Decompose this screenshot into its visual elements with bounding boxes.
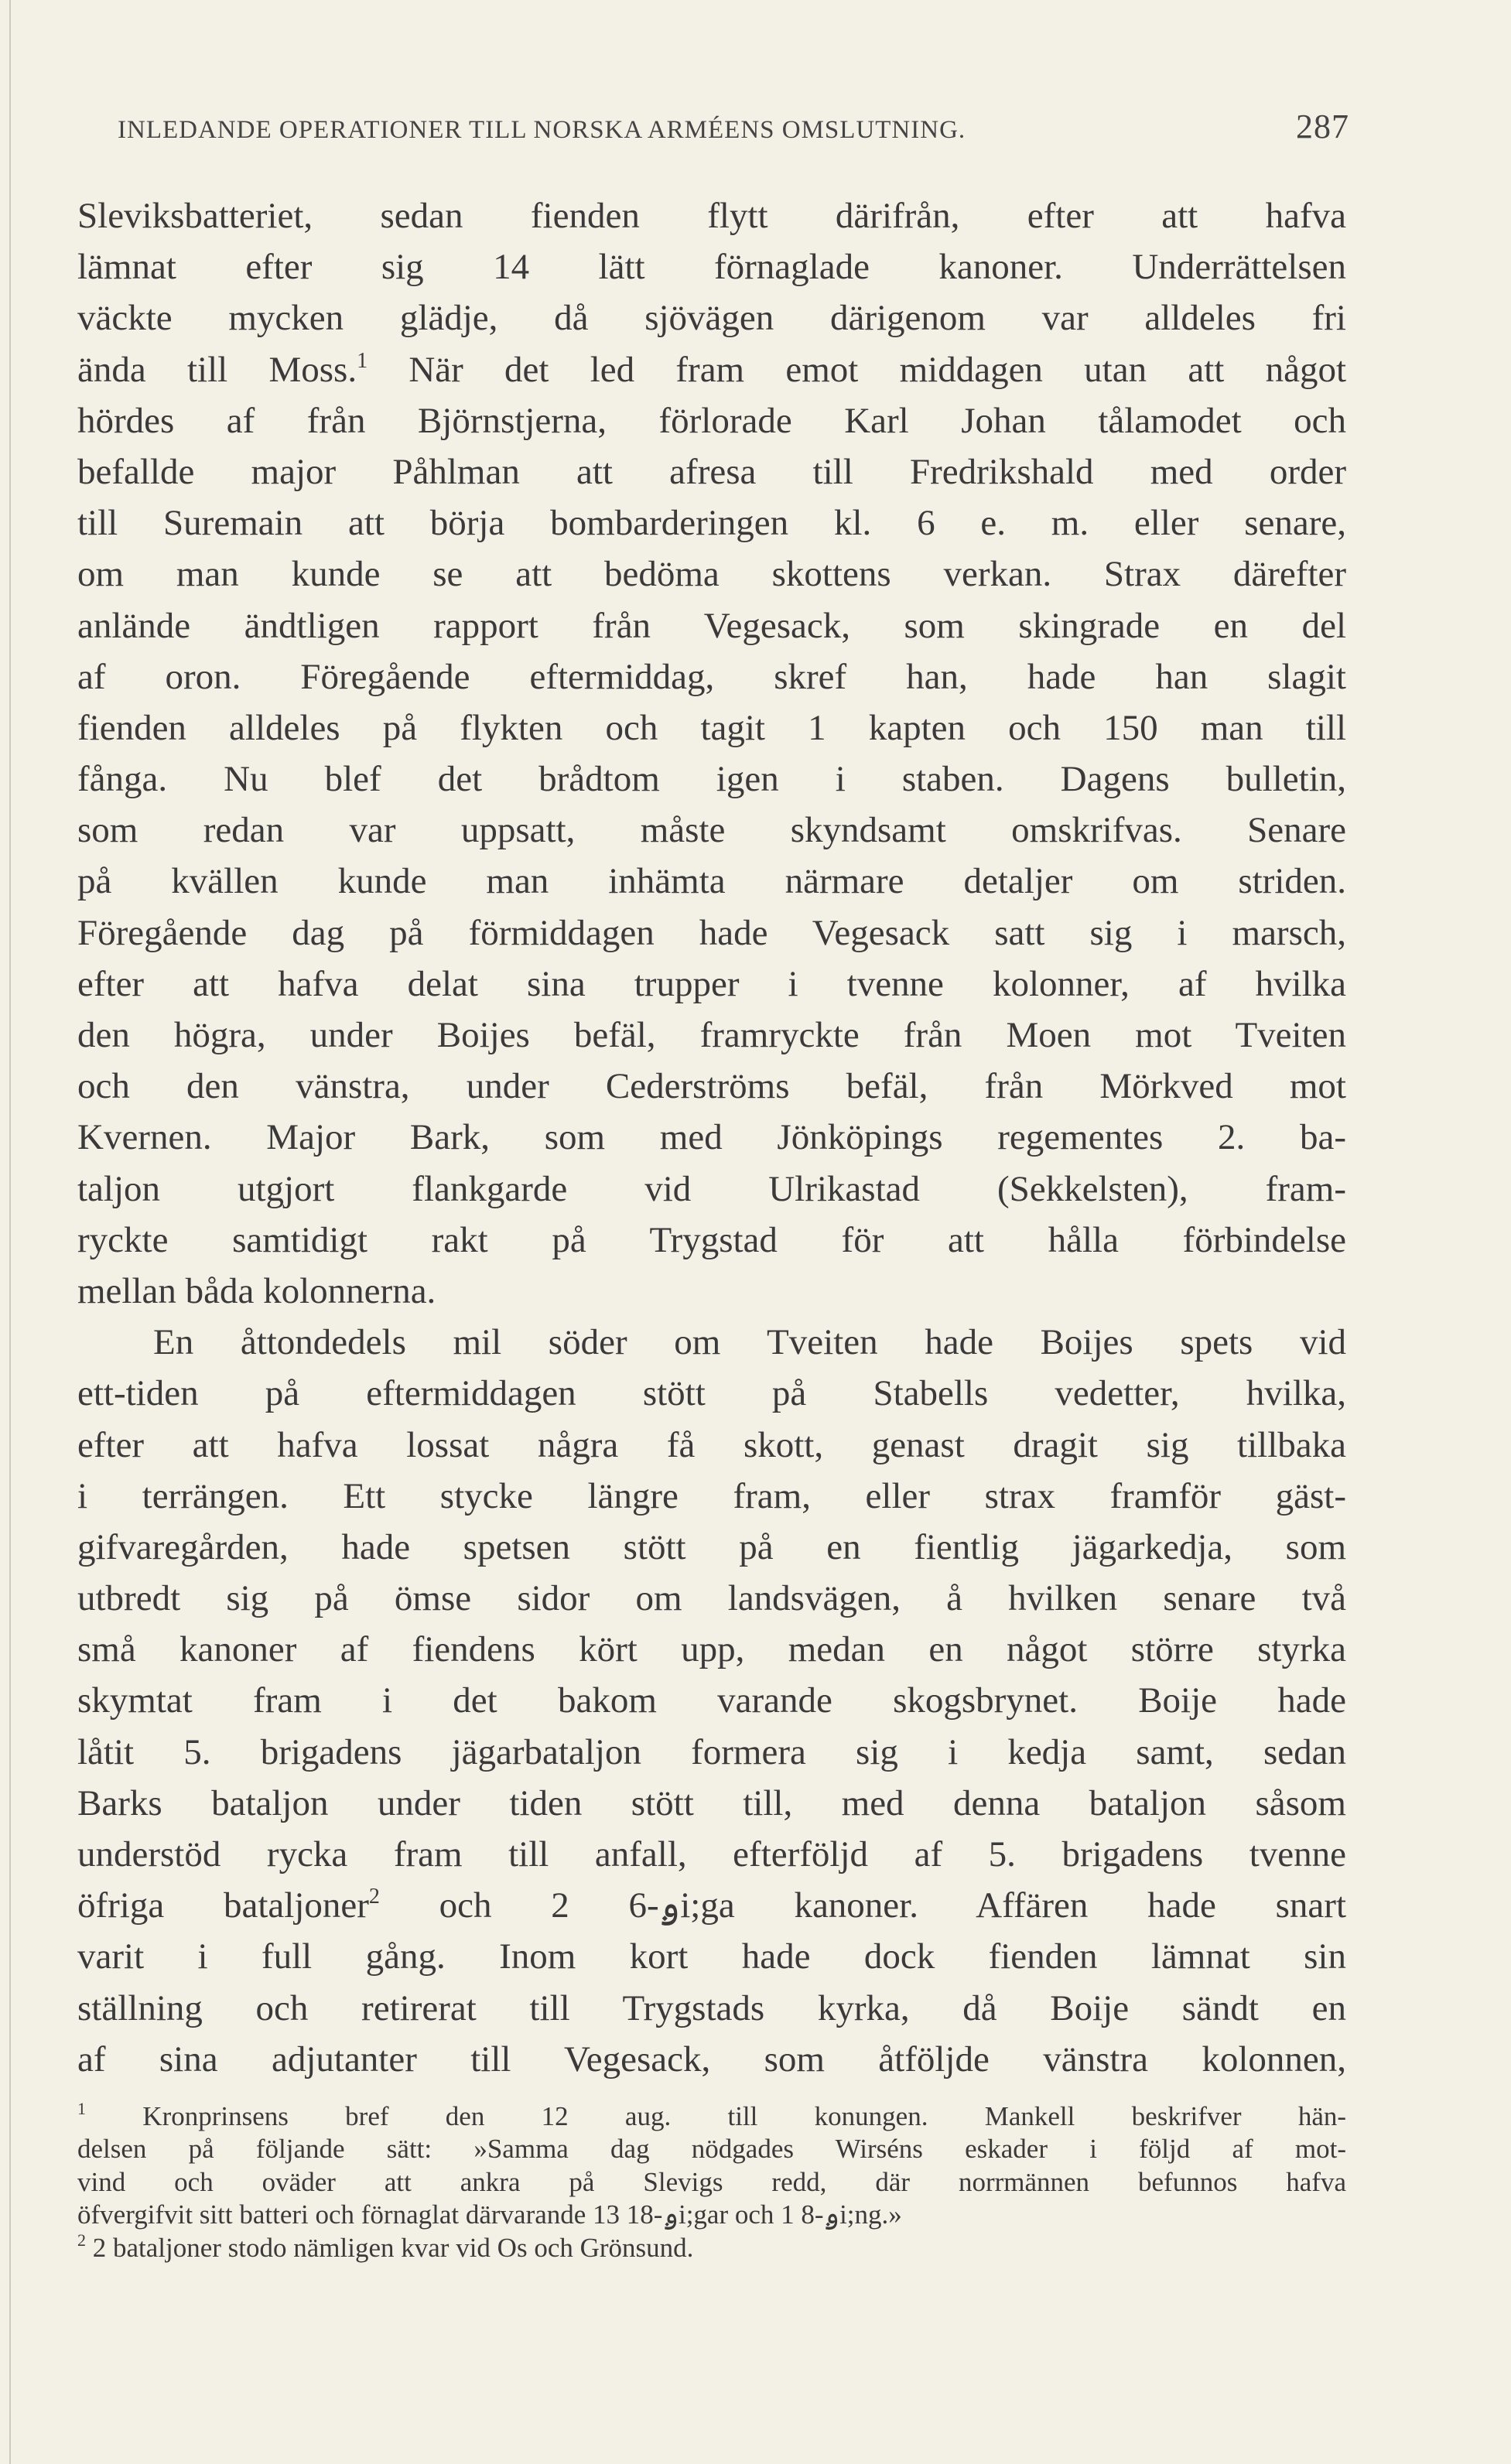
text-line: väckte mycken glädje, då sjövägen därigenom var alldeles fri xyxy=(77,298,1346,339)
text-line: En åttondedels mil söder om Tveiten hade Boijes spets vid xyxy=(153,1322,1346,1363)
text-line: som redan var uppsatt, måste skyndsamt omskrifvas. Senare xyxy=(77,810,1346,851)
text-line: anlände ändtligen rapport från Vegesack, som skingrade en del xyxy=(77,605,1346,646)
text-line: fånga. Nu blef det brådtom igen i staben. Dagens bulletin, xyxy=(77,759,1346,800)
body-text xyxy=(77,190,1346,2085)
text-fragment: öfriga bataljoner xyxy=(77,1885,369,1926)
footnote-1 xyxy=(77,2100,1346,2134)
book-page xyxy=(77,107,1349,2264)
text-line: fienden alldeles på flykten och tagit 1 kapten och 150 man till xyxy=(77,707,1346,748)
text-line: låtit 5. brigadens jägarbataljon formera sig i kedja samt, sedan xyxy=(77,1731,1346,1772)
running-head xyxy=(77,107,1349,153)
footnote-ref-2: 2 xyxy=(368,1885,380,1909)
text-fragment: och 2 6-ࢫi;ga kanoner. Affären hade snart xyxy=(379,1885,1346,1926)
footnote-2 xyxy=(77,2232,1346,2265)
text-fragment: När det led fram emot middagen utan att något xyxy=(367,349,1347,390)
text-line: ställning och retirerat till Trygstads kyrka, då Boije sändt en xyxy=(77,1987,1346,2028)
text-line: hördes af från Björnstjerna, förlorade Karl Johan tålamodet och xyxy=(77,400,1346,441)
text-line: den högra, under Boijes befäl, framryckte från Moen mot Tveiten xyxy=(77,1015,1346,1055)
text-line: på kvällen kunde man inhämta närmare detaljer om striden. xyxy=(77,861,1346,902)
text-line: skymtat fram i det bakom varande skogsbrynet. Boije hade xyxy=(77,1680,1346,1721)
page-edge xyxy=(9,0,11,2464)
text-line: af sina adjutanter till Vegesack, som åtföljde vänstra kolonnen, xyxy=(77,2039,1346,2080)
text-line: ett-tiden på eftermiddagen stött på Stabells vedetter, hvilka, xyxy=(77,1373,1346,1414)
text-line: små kanoner af fiendens kört upp, medan en något större styrka xyxy=(77,1629,1346,1670)
footnote-marker-1: 1 xyxy=(77,2098,86,2118)
text-line: till Suremain att börja bombarderingen kl. 6 e. m. eller senare, xyxy=(77,503,1346,544)
text-line: befallde major Påhlman att afresa till Fredrikshald med order xyxy=(77,451,1346,492)
footnote-line: öfvergifvit sitt batteri och förnaglat därvarande 13 18-ࢫi;gar och 1 8-ࢫi;ng.» xyxy=(77,2199,902,2230)
footnote-line: delsen på följande sätt: »Samma dag nödgades Wirséns eskader i följd af mot- xyxy=(77,2134,1346,2165)
text-line: Kvernen. Major Bark, som med Jönköpings regementes 2. ba- xyxy=(77,1117,1346,1158)
text-line: taljon utgjort flankgarde vid Ulrikastad (Sekkelsten), fram- xyxy=(77,1168,1346,1209)
text-line: gifvaregården, hade spetsen stött på en fientlig jägarkedja, som xyxy=(77,1526,1346,1567)
page-number: 287 xyxy=(1296,108,1349,145)
text-line: understöd rycka fram till anfall, efterföljd af 5. brigadens tvenne xyxy=(77,1834,1346,1874)
text-line: lämnat efter sig 14 lätt förnaglade kanoner. Underrättelsen xyxy=(77,247,1346,288)
footnote-text: 2 bataljoner stodo nämligen kvar vid Os och Grönsund. xyxy=(92,2232,694,2263)
text-line: om man kunde se att bedöma skottens verkan. Strax därefter xyxy=(77,554,1346,595)
text-line: efter att hafva delat sina trupper i tvenne kolonner, af hvilka xyxy=(77,963,1346,1004)
footnote-text: Kronprinsens bref den 12 aug. till konungen. Mankell beskrifver hän- xyxy=(142,2100,1347,2131)
text-line: Föregående dag på förmiddagen hade Vegesack satt sig i marsch, xyxy=(77,912,1346,953)
running-title: INLEDANDE OPERATIONER TILL NORSKA ARMÉENS OMSLUTNING. xyxy=(118,116,966,144)
text-line: efter att hafva lossat några få skott, genast dragit sig tillbaka xyxy=(77,1424,1346,1465)
text-line: och den vänstra, under Cederströms befäl, från Mörkved mot xyxy=(77,1066,1346,1107)
text-line: Barks bataljon under tiden stött till, med denna bataljon såsom xyxy=(77,1782,1346,1823)
text-line xyxy=(77,344,1346,395)
text-line: varit i full gång. Inom kort hade dock fienden lämnat sin xyxy=(77,1936,1346,1977)
footnote-marker-2: 2 xyxy=(77,2230,86,2250)
text-line: af oron. Föregående eftermiddag, skref han, hade han slagit xyxy=(77,656,1346,697)
text-line xyxy=(77,1880,1346,1931)
text-line: ryckte samtidigt rakt på Trygstad för att hålla förbindelse xyxy=(77,1219,1346,1260)
text-line: Sleviksbatteriet, sedan fienden flytt därifrån, efter att hafva xyxy=(77,196,1346,236)
text-fragment: ända till Moss. xyxy=(77,349,357,390)
text-line: utbredt sig på ömse sidor om landsvägen, å hvilken senare två xyxy=(77,1578,1346,1619)
footnotes xyxy=(77,2100,1346,2265)
footnote-ref-1: 1 xyxy=(357,348,368,373)
footnote-line: vind och oväder att ankra på Slevigs redd, där norrmännen befunnos hafva xyxy=(77,2166,1346,2197)
text-line: mellan båda kolonnerna. xyxy=(77,1270,436,1311)
text-line: i terrängen. Ett stycke längre fram, eller strax framför gäst- xyxy=(77,1475,1346,1516)
